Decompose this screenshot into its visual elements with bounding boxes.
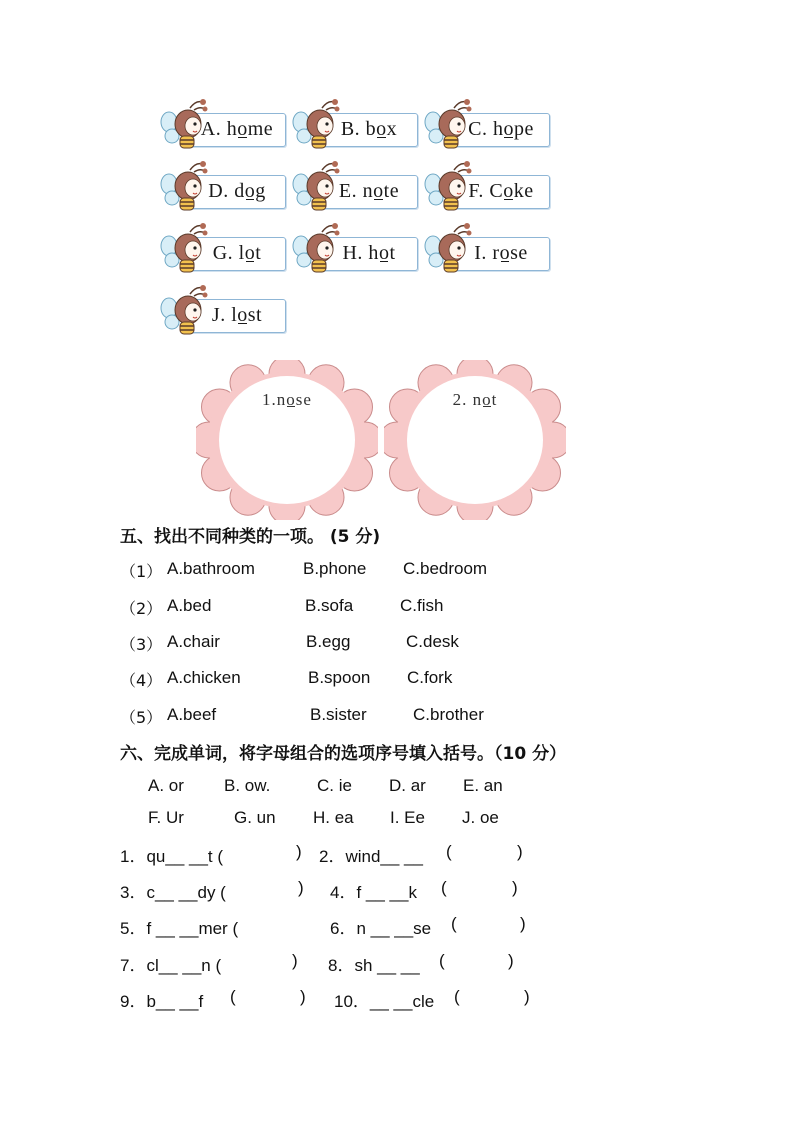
option-a: A.beef [167,705,217,724]
option-b: B.egg [306,632,351,651]
word-card [160,98,300,148]
word-card-label: J. lost [211,304,263,326]
word-card-label: G. lot [212,242,262,264]
word-card-label: D. dog [208,180,266,202]
letter-option: A. or [148,776,184,795]
letter-option: B. ow. [224,776,271,795]
option-c: C.desk [406,632,459,651]
underlined-vowel: o [237,304,248,326]
fill-in-item: 8．sh __ __ [328,956,420,975]
word-card [292,222,432,272]
word-card [292,160,432,210]
scalloped-flower-shape [384,360,566,520]
answer-bracket-close: ) [508,951,514,970]
bee-icon [424,222,472,280]
fill-in-item: 1．qu__ __t ( [120,847,224,866]
flower-frame-1 [196,360,378,520]
option-a: A.bathroom [167,559,255,578]
option-c: C.fish [400,596,444,615]
answer-bracket-open: ( [446,842,452,861]
answer-bracket-close: ) [292,951,298,970]
bee-icon [160,98,208,156]
word-card-label: C. hope [468,118,534,140]
bee-icon [160,222,208,280]
row-number: （2） [120,599,163,618]
answer-bracket-open: ( [230,987,236,1006]
scalloped-flower-shape [196,360,378,520]
option-b: B.sister [310,705,367,724]
answer-bracket-close: ) [512,878,518,897]
section-6-title: 六、完成单词，将字母组合的选项序号填入括号。（10 分） [120,744,567,764]
option-b: B.sofa [305,596,354,615]
answer-bracket-close: ) [296,842,302,861]
underlined-vowel: o [503,180,514,202]
underlined-vowel: o [244,180,256,202]
bee-icon [292,160,340,218]
word-card [424,160,564,210]
answer-bracket-close: ) [300,987,306,1006]
option-a: A.chair [167,632,220,651]
fill-in-item: 2．wind__ __ [319,847,423,866]
answer-bracket-close: ) [524,987,530,1006]
answer-bracket-open: ( [439,951,445,970]
word-card-label: A. home [200,118,274,140]
option-b: B.phone [303,559,367,578]
option-a: A.bed [167,596,212,615]
word-card-label: F. Coke [468,180,534,202]
word-card [424,98,564,148]
word-card [160,222,300,272]
bee-icon [160,284,208,342]
underlined-vowel: o [378,242,390,264]
fill-in-item: 7．cl__ __n ( [120,956,222,975]
underlined-vowel: o [376,118,387,140]
bee-icon [292,98,340,156]
letter-option: C. ie [317,776,352,795]
answer-bracket-close: ) [298,878,304,897]
word-card-label: I. rose [474,242,528,264]
word-card [424,222,564,272]
row-number: （4） [120,671,163,690]
underlined-vowel: o [244,242,256,264]
underlined-vowel: o [237,118,248,140]
fill-in-item: 6．n __ __se [330,919,432,938]
answer-bracket-open: ( [454,987,460,1006]
section-5-title: 五、找出不同种类的一项。 (5 分) [120,527,381,547]
letter-option: F. Ur [148,808,184,827]
fill-in-item: 4．f __ __k [330,883,417,902]
answer-bracket-close: ) [517,842,523,861]
flower-label-nose: 1.nose [262,390,312,409]
letter-option: E. an [463,776,503,795]
word-card [160,160,300,210]
letter-option: I. Ee [390,808,425,827]
bee-icon [424,160,472,218]
bee-icon [424,98,472,156]
answer-bracket-open: ( [451,914,457,933]
word-card-label: H. hot [342,242,396,264]
answer-bracket-open: ( [441,878,447,897]
fill-in-item: 10．__ __cle [334,992,435,1011]
letter-option: G. un [234,808,276,827]
option-c: C.bedroom [403,559,488,578]
row-number: （1） [120,562,163,581]
option-b: B.spoon [308,668,371,687]
word-card [292,98,432,148]
letter-option: J. oe [462,808,499,827]
option-c: C.fork [407,668,453,687]
flower-label-not: 2. not [452,390,498,409]
underlined-vowel: o [373,180,384,202]
letter-option: H. ea [313,808,354,827]
fill-in-item: 9．b__ __f [120,992,204,1011]
flower-frame-2 [384,360,566,520]
answer-bracket-close: ) [520,914,526,933]
fill-in-item: 3．c__ __dy ( [120,883,226,902]
option-c: C.brother [413,705,484,724]
word-card [160,284,300,334]
underlined-vowel: o [503,118,514,140]
underlined-vowel: o [499,242,511,264]
word-card-label: B. box [340,118,398,140]
row-number: （3） [120,635,163,654]
option-a: A.chicken [167,668,241,687]
bee-icon [292,222,340,280]
word-card-label: E. note [338,180,400,202]
bee-icon [160,160,208,218]
fill-in-item: 5．f __ __mer ( [120,919,239,938]
letter-option: D. ar [389,776,426,795]
row-number: （5） [120,708,163,727]
